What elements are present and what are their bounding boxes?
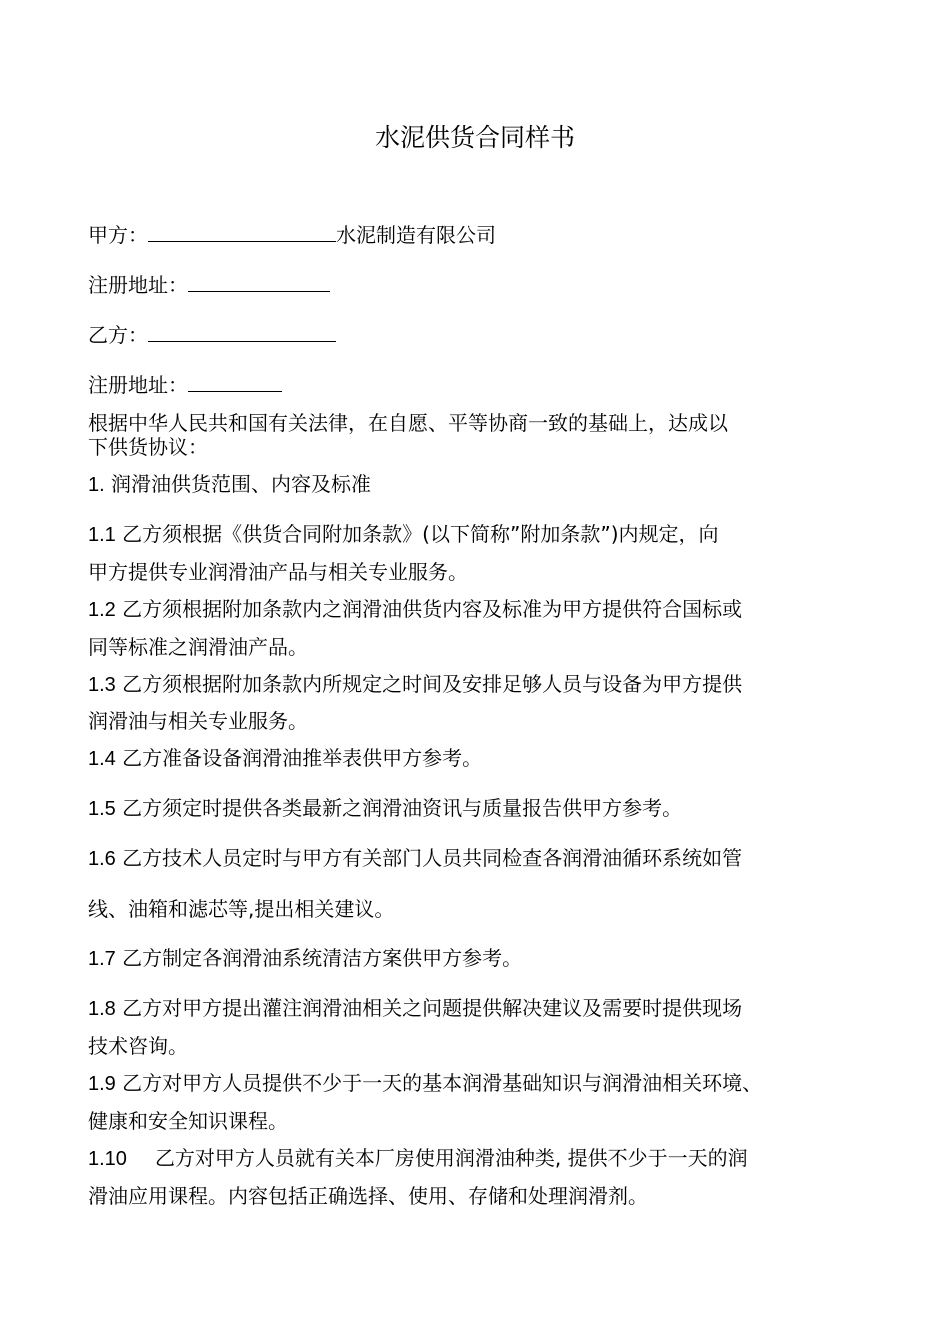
clause-text: 乙方须定时提供各类最新之润滑油资讯与质量报告供甲方参考。 [115, 796, 683, 820]
clause-text: 乙方准备设备润滑油推举表供甲方参考。 [115, 746, 483, 770]
party-a-blank [148, 223, 336, 242]
clause-number: 1.7 [88, 948, 116, 970]
clause-1-9-line-2: 健康和安全知识课程。 [88, 1109, 288, 1133]
clause-number: 1.4 [88, 748, 116, 770]
preamble-line-2: 下供货协议： [88, 435, 208, 459]
section-1-number: 1. [88, 474, 105, 496]
clause-1-2-line-2: 同等标准之润滑油产品。 [88, 635, 308, 659]
clause-1-9-line-1 [88, 1070, 762, 1097]
party-a-label: 甲方： [88, 223, 148, 247]
clause-number: 1.6 [88, 848, 116, 870]
party-b-line [88, 322, 336, 348]
clause-text: 乙方须根据附加条款内之润滑油供货内容及标准为甲方提供符合国标或 [115, 597, 743, 621]
party-a-suffix: 水泥制造有限公司 [336, 223, 496, 247]
clause-1-2-line-1 [88, 596, 742, 623]
clause-1-1-line-2: 甲方提供专业润滑油产品与相关专业服务。 [88, 560, 468, 584]
clause-1-5-line-1 [88, 795, 682, 822]
document-title: 水泥供货合同样书 [374, 123, 575, 152]
reg-addr-b-label: 注册地址： [88, 373, 188, 397]
clause-text: 乙方须根据附加条款内所规定之时间及安排足够人员与设备为甲方提供 [115, 672, 743, 696]
clause-number: 1.5 [88, 798, 116, 820]
clause-1-8-line-1 [88, 995, 742, 1022]
reg-addr-b-blank [188, 373, 282, 392]
clause-1-10-line-1 [88, 1145, 748, 1172]
clause-1-3-line-2: 润滑油与相关专业服务。 [88, 709, 308, 733]
clause-text: 乙方对甲方人员提供不少于一天的基本润滑基础知识与润滑油相关环境、 [115, 1071, 763, 1095]
clause-1-1-line-1 [88, 521, 719, 548]
reg-addr-a-line [88, 272, 330, 298]
clause-1-6-line-1 [88, 845, 742, 872]
clause-text: 乙方对甲方提出灌注润滑油相关之问题提供解决建议及需要时提供现场 [115, 996, 743, 1020]
clause-number: 1.2 [88, 599, 116, 621]
clause-number: 1.8 [88, 998, 116, 1020]
section-1-heading [88, 471, 371, 498]
clause-1-7-line-1 [88, 945, 522, 972]
clause-1-8-line-2: 技术咨询。 [88, 1034, 188, 1058]
clause-text: 乙方须根据《供货合同附加条款》(以下简称”附加条款”)内规定，向 [115, 522, 719, 546]
reg-addr-a-blank [188, 273, 330, 292]
clause-1-4-line-1 [88, 745, 482, 772]
clause-number: 1.1 [88, 524, 116, 546]
clause-text: 乙方技术人员定时与甲方有关部门人员共同检查各润滑油循环系统如管 [115, 846, 743, 870]
clause-text: 乙方对甲方人员就有关本厂房使用润滑油种类, 提供不少于一天的润 [154, 1146, 748, 1170]
clause-number: 1.9 [88, 1073, 116, 1095]
clause-1-10-line-2: 滑油应用课程。内容包括正确选择、使用、存储和处理润滑剂。 [88, 1184, 648, 1208]
clause-number: 1.10 [88, 1148, 127, 1170]
party-a-line [88, 222, 496, 248]
party-b-blank [148, 323, 336, 342]
section-1-title: 润滑油供货范围、内容及标准 [104, 472, 372, 496]
preamble-line-1: 根据中华人民共和国有关法律，在自愿、平等协商一致的基础上，达成以 [88, 411, 728, 435]
reg-addr-b-line [88, 372, 282, 398]
clause-text: 乙方制定各润滑油系统清洁方案供甲方参考。 [115, 946, 523, 970]
clause-number: 1.3 [88, 674, 116, 696]
party-b-label: 乙方： [88, 323, 148, 347]
reg-addr-a-label: 注册地址： [88, 273, 188, 297]
clause-1-6-line-2: 线、油箱和滤芯等,提出相关建议。 [88, 897, 395, 921]
clause-1-3-line-1 [88, 671, 742, 698]
